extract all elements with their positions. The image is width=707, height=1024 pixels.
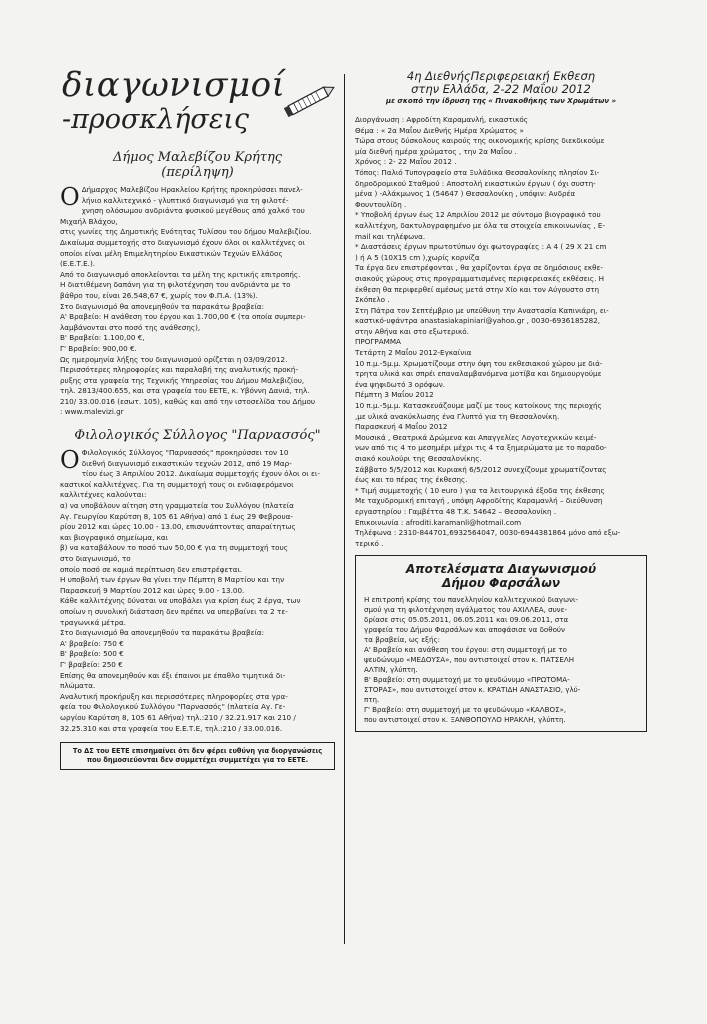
text-line: εργαστηρίου : Γαμβέττα 48 Τ.Κ. 54642 – Θεσσαλονίκη .	[355, 506, 557, 516]
text-line: Α' Βραβείο και ανάθεση του έργου: στη συμμετοχή με το	[364, 645, 567, 655]
text-line: Αναλυτική προκήρυξη και περισσότερες πληροφορίες στα γρα-	[60, 691, 288, 701]
article-subtitle: (περίληψη)	[161, 165, 234, 180]
results-body	[364, 595, 638, 725]
article-parnassos	[60, 428, 335, 734]
text-line: Επίσης θα απονεμηθούν και έξι έπαινοι με έπαθλο τιμητικά δι-	[60, 670, 286, 680]
text-line: λήνιο καλλιτεχνικό - γλυπτικό διαγωνισμό για τη φιλοτέ-	[81, 195, 289, 205]
exhibition-body	[355, 115, 647, 549]
text-line: ρυξης στα γραφεία της Τεχνικής Υπηρεσίας του Δήμου Μαλεβιζίου,	[60, 375, 305, 385]
text-line: Στο διαγωνισμό θα απονεμηθούν τα παρακάτω βραβεία:	[60, 628, 265, 638]
text-line: Β' Βραβείο: στη συμμετοχή με το ψευδώνυμο «ΠΡΩΤΟΜΑ-	[364, 675, 570, 685]
text-line: : www.malevizi.gr	[60, 407, 124, 417]
article-malevizi	[60, 150, 335, 418]
article-lines	[60, 185, 335, 418]
text-line: Αγ. Γεωργίου Καρύτση 8, 105 61 Αθήνα) από 1 έως 29 Φεβρουα-	[60, 511, 293, 521]
text-line: Φιλολογικός Σύλλογος "Παρνασσός" προκηρύσσει τον 10	[81, 448, 289, 458]
text-line: ΠΡΟΓΡΑΜΜΑ	[355, 337, 401, 347]
article-title: Φιλολογικός Σύλλογος "Παρνασσός"	[74, 428, 321, 444]
drop-cap: Ο	[60, 446, 80, 475]
text-line: 210/ 33.00.016 (εσωτ. 105), καθώς και από την ιστοσελίδα του Δήμου	[60, 396, 316, 406]
text-line: Γ' βραβείο: 250 €	[60, 659, 123, 669]
text-line: και βιογραφικό σημείωμα, και	[60, 532, 169, 542]
text-line: ένα ψηφιδωτό 3 ορόφων.	[355, 379, 446, 389]
text-line: καστικό-υφάντρα anastasiakapiniari@yahoo.gr , 0030-6936185282,	[355, 316, 601, 326]
masthead-line2: -προσκλήσεις	[62, 104, 250, 135]
text-line: Η επιτροπή κρίσης του πανελληνίου καλλιτεχνικού διαγωνι-	[364, 595, 578, 605]
text-line: λαμβάνονται στο ποσό της ανάθεσης),	[60, 322, 201, 332]
text-line: Α' βραβείο: 750 €	[60, 638, 124, 648]
article-lines	[60, 448, 335, 734]
results-title-line1: Αποτελέσματα Διαγωνισμού	[405, 562, 597, 577]
text-line: Α' Βραβείο: Η ανάθεση του έργου και 1.700,00 € (τα οποία συμπερι-	[60, 312, 306, 322]
text-line: ) ή Α 5 (10Χ15 cm ),χωρίς κορνίζα	[355, 252, 480, 262]
text-line: Με ταχυδρομική επιταγή , υπόψη Αφροδίτης Καραμανλή – διεύθυνση	[355, 496, 603, 506]
text-line: τα βραβεία, ως εξής:	[364, 635, 441, 645]
text-line: Δήμαρχος Μαλεβίζου Ηρακλείου Κρήτης προκηρύσσει πανελ-	[81, 185, 303, 194]
text-line: α) να υποβάλουν αίτηση στη γραμματεία του Συλλόγου (πλατεία	[60, 501, 294, 511]
text-line: σιακούς χώρους στις προγραμματισμένες περιφερειακές εκθέσεις. Η	[355, 273, 605, 283]
text-line: τίου έως 3 Απριλίου 2012. Δικαίωμα συμμετοχής έχουν όλοι οι ει-	[81, 469, 320, 479]
text-line: δηροδρομικού Σταθμού : Αποστολή εικαστικών έργων ( όχι συστη-	[355, 178, 596, 188]
text-line: ΣΤΟΡΑΣ», που αντιστοιχεί στον κ. ΚΡΑΤΙΔΗ ΑΝΑΣΤΑΣΙΟ, γλύ-	[364, 685, 581, 695]
text-line: 32.25.310 και στα γραφεία του Ε.Ε.Τ.Ε, τηλ.:210 / 33.00.016.	[60, 723, 283, 733]
text-line: Η διατιθέμενη δαπάνη για τη φιλοτέχνηση του ανδριάντα με το	[60, 280, 291, 290]
text-line: Θέμα : « 2α Μαΐου Διεθνής Ημέρα Χρώματος »	[355, 125, 524, 135]
text-line: ψευδώνυμο «ΜΕΔΟΥΣΑ», που αντιστοιχεί στον κ. ΠΑΤΣΕΛΗ	[364, 655, 575, 665]
text-line: Στη Πάτρα τον Σεπτέμβριο με υπεύθυνη την Αναστασία Καπινιάρη, ει-	[355, 305, 609, 315]
text-line: καστικοί καλλιτέχνες. Για τη συμμετοχή τους οι ενδιαφερόμενοι	[60, 479, 294, 489]
text-line: χνηση ολόσωμου ανδριάντα φυσικού μεγέθους από χαλκό του	[81, 206, 305, 216]
results-title-line2: Δήμου Φαρσάλων	[441, 576, 560, 591]
right-column	[355, 70, 647, 732]
text-line: πλώματα.	[60, 681, 96, 691]
text-line: έκθεση θα περιφερθεί αμέσως μετά στην Χίο και τον Αύγουστο στη	[355, 284, 600, 294]
text-line: Τόπος: Παλιό Τυπογραφείο στα Ξυλάδικα Θεσσαλονίκης πλησίον Σι-	[355, 167, 600, 177]
text-line: μένα ) -Αλάκμωνος 1 (54647 ) Θεσσαλονίκη , υπόψιν: Ανδρέα	[355, 189, 576, 199]
text-line: στο διαγωνισμό, το	[60, 554, 131, 563]
disclaimer-box	[60, 742, 335, 770]
exhibition-title-line3: με σκοπό την ίδρυση της « Πινακοθήκης των Χρωμάτων »	[385, 97, 617, 105]
text-line: ωργίου Καρύτση 8, 105 61 Αθήνα) τηλ.:210 / 32.21.917 και 210 /	[60, 712, 296, 722]
exhibition-lines	[355, 115, 647, 549]
results-box	[355, 555, 647, 732]
text-line: Γ' Βραβείο: 900,00 €.	[60, 343, 137, 353]
text-line: στην Αθήνα και στο εξωτερικό.	[355, 326, 469, 336]
text-line: Η υποβολή των έργων θα γίνει την Πέμπτη 8 Μαρτίου και την	[60, 575, 285, 585]
text-line: δρίασε στις 05.05.2011, 06.05.2011 και 09.06.2011, στα	[364, 615, 569, 625]
text-line: Β' βραβείο: 500 €	[60, 649, 124, 659]
text-line: * Διαστάσεις έργων πρωτοτύπων όχι φωτογραφίες : Α 4 ( 29 Χ 21 cm	[355, 242, 607, 252]
text-line: Χρόνος : 2- 22 Μαΐου 2012 .	[355, 157, 457, 167]
text-line: Γ' Βραβείο: στη συμμετοχή με το ψευδώνυμο «ΚΑΛΒΟΣ»,	[364, 705, 567, 715]
article-body	[60, 448, 335, 734]
text-line: Ως ημερομηνία λήξης του διαγωνισμού ορίζεται η 03/09/2012.	[60, 354, 288, 364]
text-line: Από το διαγωνισμό αποκλείονται τα μέλη της κριτικής επιτροπής.	[60, 269, 301, 279]
text-line: β) να καταβάλουν το ποσό των 50,00 € για τη συμμετοχή τους	[60, 543, 288, 553]
text-line: γραφεία του Δήμου Φαρσάλων και αποφάσισε να δοθούν	[364, 625, 566, 635]
text-line: * Υποβολή έργων έως 12 Απριλίου 2012 με σύντομο βιογραφικό του	[355, 210, 601, 220]
text-line: οποίων η συνολική διάσταση δεν πρέπει να υπερβαίνει τα 2 τε-	[60, 606, 288, 616]
text-line: φεία του Φιλολογικού Συλλόγου "Παρνασσός" (πλατεία Αγ. Γε-	[60, 702, 286, 712]
text-line: Επικοινωνία : afroditi.karamanli@hotmail.com	[355, 517, 522, 527]
text-line: καλλιτέχνη, δακτυλογραφημένο με όλα τα στοιχεία επικοινωνίας , E-	[355, 220, 606, 230]
text-line: ρίου 2012 και ώρες 10.00 - 13.00, επισυνάπτοντας απαραίτητως	[60, 522, 296, 532]
text-line: Β' Βραβείο: 1.100,00 €,	[60, 333, 145, 343]
text-line: Δικαίωμα συμμετοχής στο διαγωνισμό έχουν όλοι οι καλλιτέχνες οι	[60, 237, 305, 247]
text-line: σμού για τη φιλοτέχνηση αγάλματος του ΑΧΙΛΛΕΑ, συνε-	[364, 605, 568, 615]
text-line: 10 π.μ.-5μ.μ. Χρωματίζουμε στην όψη του εκθεσιακού χώρου με διά-	[355, 358, 603, 368]
text-line: 10 π.μ.-5μ.μ. Κατασκευάζουμε μαζί με τους κατοίκους της περιοχής	[355, 401, 602, 411]
text-line: Μουσικά , Θεατρικά Δρώμενα και Απαγγελίες Λογοτεχνικών κειμέ-	[355, 432, 597, 442]
text-line: Τηλέφωνα : 2310-844701,6932564047, 0030-6944381864 μόνο από εξω-	[355, 528, 621, 538]
text-line: τερικό .	[355, 538, 384, 548]
text-line: Φουντουλίδη .	[355, 199, 407, 209]
text-line: νων από τις 4 το μεσημέρι μέχρι τις 4 τα ξημερώματα με το παραδο-	[355, 443, 607, 453]
text-line: Μιχαήλ Βλάχου,	[60, 216, 118, 226]
text-line: σιακό κουλούρι της Θεσσαλονίκης.	[355, 454, 482, 463]
text-line: διεθνή διαγωνισμό εικαστικών τεχνών 2012, από 19 Μαρ-	[81, 458, 292, 468]
section-masthead	[60, 66, 335, 144]
text-line: καλλιτέχνες καλούνται:	[60, 490, 147, 500]
text-line: * Τιμή συμμετοχής ( 10 euro ) για τα λειτουργικά έξοδα της έκθεσης	[355, 485, 605, 495]
text-line: Στο διαγωνισμό θα απονεμηθούν τα παρακάτω βραβεία:	[60, 301, 265, 311]
text-line: βάθρο του, είναι 26.548,67 €, χωρίς τον Φ.Π.Α. (13%).	[60, 290, 258, 300]
left-column	[60, 66, 335, 770]
article-title: Δήμος Μαλεβίζου Κρήτης	[112, 150, 283, 165]
article-body	[60, 185, 335, 418]
text-line: τραγωνικά μέτρα.	[60, 617, 126, 627]
text-line: Περισσότερες πληροφορίες και παραλαβή της αναλυτικής προκή-	[60, 365, 299, 375]
column-divider	[344, 74, 345, 944]
text-line: Παρασκευή 9 Μαρτίου 2012 και ώρες 9.00 - 13.00.	[60, 585, 245, 595]
text-line: Διοργάνωση : Αφροδίτη Καραμανλή, εικαστικός	[355, 115, 528, 124]
drop-cap: Ο	[60, 183, 80, 211]
disclaimer-line2: που δημοσιεύονται δεν συμμετέχει συμμετέχει για το ΕΕΤΕ.	[86, 756, 309, 765]
text-line: πτη.	[364, 695, 380, 705]
text-line: τηλ. 2813/400.655, και στα γραφεία του ΕΕΤΕ, κ. Υβόννη Δανιά, τηλ.	[60, 386, 310, 396]
text-line: Τώρα στους δύσκολους καιρούς της οικονομικής κρίσης διεκδικούμε	[355, 136, 605, 146]
text-line: μία διεθνή ημέρα χρώματος , την 2α Μαΐου .	[355, 146, 517, 156]
text-line: Πέμπτη 3 Μαΐου 2012	[355, 390, 434, 400]
text-line: στις γωνίες της Δημοτικής Ενότητας Τυλίσου του δήμου Μαλεβιζίου.	[60, 227, 312, 237]
text-line: Σκόπελο .	[355, 295, 390, 305]
text-line: Τα έργα δεν επιστρέφονται , θα χαρίζονται έργα σε δημόσιους εκθε-	[355, 263, 604, 273]
text-line: τρητα υλικά και σπρέι επαναλαμβανόμενα μοτίβα και δημιουργούμε	[355, 369, 602, 379]
exhibition-title-block	[355, 70, 647, 107]
text-line: που αντιστοιχεί στον κ. ΞΑΝΘΟΠΟΥΛΟ ΗΡΑΚΛΗ, γλύπτη.	[364, 715, 566, 725]
text-line: Παρασκευή 4 Μαΐου 2012	[355, 422, 448, 432]
disclaimer-line1: Το ΔΣ του ΕΕΤΕ επισημαίνει ότι δεν φέρει ευθύνη για διοργανώσεις	[72, 747, 323, 756]
exhibition-title-line2: στην Ελλάδα, 2-22 Μαΐου 2012	[411, 82, 591, 96]
text-line: (Ε.Ε.Τ.Ε.).	[60, 259, 96, 269]
text-line: ΑΛΤΙΝ, γλύπτη.	[364, 665, 418, 675]
masthead-line1: διαγωνισμοί	[62, 65, 286, 105]
text-line: mail και τηλέφωνα.	[355, 231, 426, 241]
text-line: οποίο ποσό σε καμιά περίπτωση δεν επιστρέφεται.	[60, 564, 243, 574]
text-line: Κάθε καλλιτέχνης δύναται να υποβάλει για κρίση έως 2 έργα, των	[60, 596, 301, 606]
exhibition-title-line1: 4η ΔιεθνήςΠεριφερειακή Εκθεση	[406, 69, 596, 83]
results-lines	[364, 595, 638, 725]
pen-icon	[282, 80, 338, 120]
text-line: ,με υλικά ανακύκλωσης ένα Γλυπτό για τη Θεσσαλονίκη.	[355, 411, 560, 421]
text-line: έως και το πέρας της έκθεσης.	[355, 475, 468, 485]
text-line: Τετάρτη 2 Μαΐου 2012-Εγκαίνια	[355, 348, 472, 358]
text-line: Σάββατο 5/5/2012 και Κυριακή 6/5/2012 συνεχίζουμε χρωματίζοντας	[355, 464, 607, 474]
text-line: οποίοι είναι μέλη Επιμελητηρίου Εικαστικών Τεχνών Ελλάδος	[60, 248, 283, 258]
